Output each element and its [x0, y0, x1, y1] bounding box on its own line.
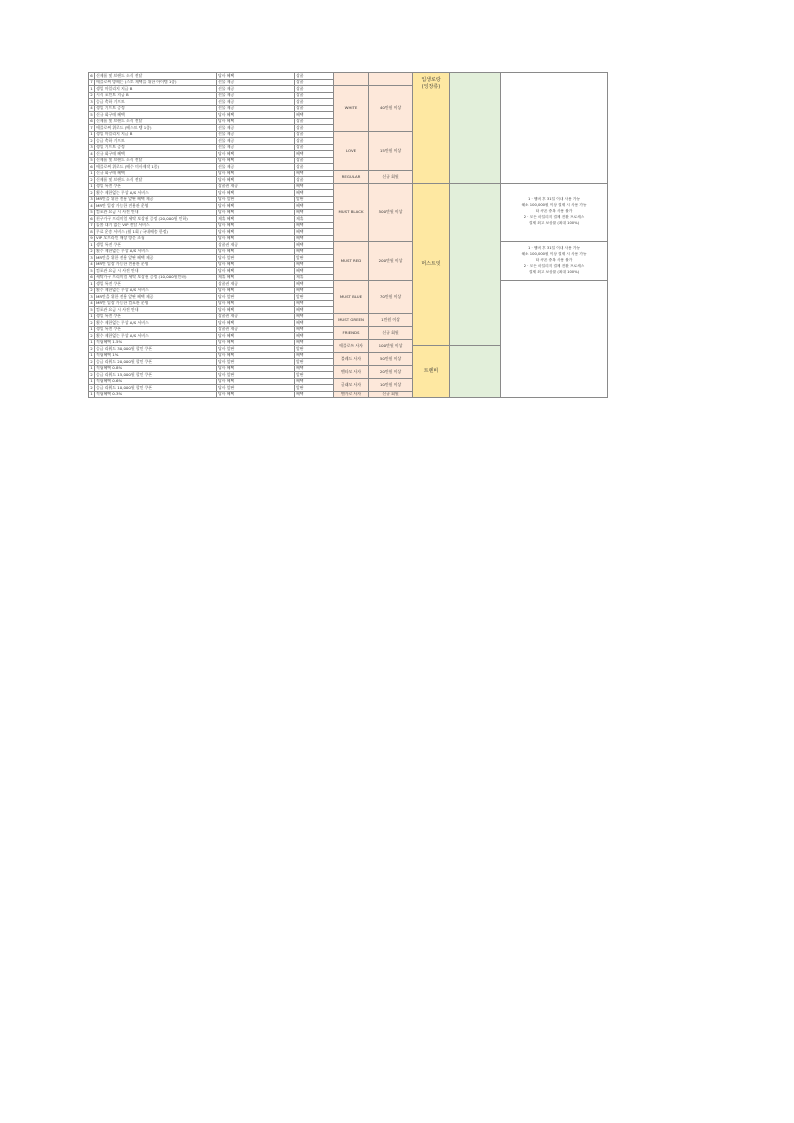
category-cell: 당사 혜택 [217, 352, 295, 359]
type-cell: 혜택 [295, 112, 334, 119]
type-cell: 상품 [295, 92, 334, 99]
row-number-cell: 2 [90, 92, 93, 98]
benefit-cell: 애플로써 방해는 (스토 재택을 위한 아이템 1종) [95, 79, 217, 86]
benefit-cell: 적립혜택 1% [95, 352, 217, 359]
type-cell: 혜택 [295, 339, 334, 346]
benefit-cell: 승급 축하 기프트 [95, 138, 217, 145]
row-number-cell: 1 [90, 365, 93, 371]
row-number-cell: 1 [90, 131, 93, 137]
category-cell: 선물 제공 [217, 138, 295, 145]
category-cell: 당사 앞판 [217, 359, 295, 366]
benefit-cell: 승급 리워드 10,000원 할인 쿠폰 [95, 385, 217, 392]
row-number-cell: 4 [90, 300, 93, 306]
benefit-cell: MR만을 위한 전용 앞판 혜택 제공 [95, 255, 217, 262]
grade-condition-cell: 50만원 이상 [369, 352, 413, 365]
type-cell: 혜택 [295, 190, 334, 197]
type-cell: 혜택 [295, 261, 334, 268]
type-cell: 혜택 [295, 326, 334, 333]
category-cell: 당사 혜택 [217, 177, 295, 184]
row-number-cell: 1 [90, 280, 93, 286]
row-number-cell: 3 [90, 293, 93, 299]
grade-condition-cell: 15만원 이상 [369, 131, 413, 170]
benefit-cell: 생일 특전 쿠폰 [95, 242, 217, 249]
benefits-table [88, 72, 608, 398]
benefit-cell: 횟수 제한없는 무상 A/S 서비스 [95, 248, 217, 255]
type-cell: 상품 [295, 177, 334, 184]
row-number-cell: 4 [90, 202, 93, 208]
benefit-cell: 승급 리워드 20,000원 할인 쿠폰 [95, 359, 217, 366]
type-cell: 상품 [295, 118, 334, 125]
status-fill-cell [450, 346, 501, 398]
type-cell: 혜택 [295, 248, 334, 255]
row-number-cell: 1 [90, 313, 93, 319]
type-cell: 혜택 [295, 313, 334, 320]
benefit-cell: VIP 오프라인 매장 방문 초청 [95, 235, 217, 242]
type-cell: 혜택 [295, 391, 334, 398]
grade-name-cell: 글래모 사자 [334, 378, 369, 391]
benefit-cell: 횟수 제한없는 무상 A/S 서비스 [95, 287, 217, 294]
row-number-cell: 1 [90, 391, 93, 397]
category-cell: 상품권 제공 [217, 313, 295, 320]
benefit-cell: 생일 기프트 증정 [95, 144, 217, 151]
category-cell: 제휴 혜택 [217, 216, 295, 223]
type-cell: 혜택 [295, 333, 334, 340]
type-cell: 혜택 [295, 352, 334, 359]
grade-name-cell: MUST BLACK [334, 183, 369, 242]
row-number-cell: 1 [90, 352, 93, 358]
benefit-cell: MR만 입장 가능한 컴포관 운영 [95, 300, 217, 307]
benefit-cell: MR만 입장 가능한 전용관 운영 [95, 261, 217, 268]
grade-name-cell: 밴가로 사자 [334, 391, 369, 398]
row-number-cell: 6 [90, 72, 93, 78]
category-cell: 선물 제공 [217, 105, 295, 112]
category-cell: 당사 혜택 [217, 300, 295, 307]
benefit-cell: 신제품 및 브랜드 소식 전달 [95, 157, 217, 164]
category-cell: 선물 제공 [217, 125, 295, 132]
type-cell: 혜택 [295, 287, 334, 294]
type-cell: 상품 [295, 125, 334, 132]
row-number-cell: 7 [90, 222, 93, 228]
status-fill-cell [450, 183, 501, 346]
row-number-cell: 2 [90, 384, 93, 390]
category-cell: 선물 제공 [217, 144, 295, 151]
category-cell: 당사 앞판 [217, 385, 295, 392]
note-cell [501, 73, 608, 184]
row-number-cell: 2 [90, 287, 93, 293]
benefit-cell: 신규 회구매 혜택 [95, 170, 217, 177]
type-cell: 제휴 [295, 216, 334, 223]
benefit-cell: 시식 포인트 지급 B [95, 92, 217, 99]
row-number-cell: 3 [90, 144, 93, 150]
category-cell: 당사 혜택 [217, 307, 295, 314]
type-cell: 혜택 [295, 222, 334, 229]
benefit-cell: 횟수 제한없는 무상 A/S 서비스 [95, 320, 217, 327]
row-number-cell: 2 [90, 358, 93, 364]
type-cell: 혜택 [295, 183, 334, 190]
type-cell: 앞판 [295, 255, 334, 262]
benefit-cell: 생일 특전 쿠폰 [95, 313, 217, 320]
row-number-cell: 3 [90, 196, 93, 202]
grade-condition-cell: 40만원 이상 [369, 86, 413, 132]
category-cell: 당사 혜택 [217, 229, 295, 236]
row-number-cell: 6 [90, 274, 93, 280]
type-cell: 앞판 [295, 372, 334, 379]
type-cell: 앞판 [295, 294, 334, 301]
row-number-cell: 1 [90, 183, 93, 189]
category-cell: 당사 혜택 [217, 365, 295, 372]
type-cell: 상품 [295, 138, 334, 145]
category-cell: 당사 앞판 [217, 346, 295, 353]
grade-name-cell: WHITE [334, 86, 369, 132]
type-cell: 혜택 [295, 229, 334, 236]
row-number-cell: 5 [90, 111, 93, 117]
row-number-cell: 5 [90, 157, 93, 163]
grade-name-cell [334, 73, 369, 86]
category-cell: 당사 혜택 [217, 320, 295, 327]
type-cell: 혜택 [295, 281, 334, 288]
type-cell: 앞판 [295, 346, 334, 353]
grade-condition-cell: 200만원 이상 [369, 242, 413, 281]
benefit-cell: 생일 특전 쿠폰 [95, 183, 217, 190]
benefit-cell: MR만을 위한 전용 앞판 혜택 제공 [95, 294, 217, 301]
type-cell: 혜택 [295, 307, 334, 314]
benefit-cell: 신규 회구매 혜택 [95, 112, 217, 119]
row-number-cell: 6 [90, 163, 93, 169]
category-cell: 제휴 혜택 [217, 274, 295, 281]
grade-name-cell: MUST GREEN [334, 313, 369, 326]
type-cell: 상품 [295, 164, 334, 171]
benefit-cell: 승급 리워드 30,000원 할인 쿠폰 [95, 346, 217, 353]
category-cell: 당사 혜택 [217, 112, 295, 119]
category-cell: 당사 혜택 [217, 235, 295, 242]
category-cell: 당사 혜택 [217, 222, 295, 229]
category-cell: 선물 제공 [217, 99, 295, 106]
benefit-cell: 무료 운송 서비스 (월 1회 / 국내배송 한정) [95, 229, 217, 236]
benefit-cell: 컴포관 요금 시 사전 안내 [95, 268, 217, 275]
grade-name-cell: FRIENDS [334, 326, 369, 339]
row-number-cell: 6 [90, 118, 93, 124]
note-cell: 1 · 멤버 후 31일 이내 사용 가능 혜소 100,000원 이상 결제 시 사용 가능 타 쿠폰 중복 사용 불가 2 · 모든 마일리지 결제 전환 프로세스 결제 최고 보상률 (최대 100%) [501, 183, 608, 242]
row-number-cell: 1 [90, 339, 93, 345]
category-cell: 당사 혜택 [217, 170, 295, 177]
benefit-cell: 생일 특전 쿠폰 [95, 326, 217, 333]
category-cell: 상품권 제공 [217, 281, 295, 288]
benefit-cell: 생일 기프트 증정 [95, 105, 217, 112]
benefit-cell: 승급 축하 기프트 [95, 99, 217, 106]
row-number-cell: 2 [90, 137, 93, 143]
type-cell: 상품 [295, 157, 334, 164]
category-cell: 당사 혜택 [217, 287, 295, 294]
row-number-cell: 4 [90, 105, 93, 111]
status-fill-cell [450, 73, 501, 184]
category-cell: 선물 제공 [217, 79, 295, 86]
type-cell: 혜택 [295, 242, 334, 249]
benefit-cell: 신제품 및 브랜드 소식 전달 [95, 177, 217, 184]
category-cell: 상품권 제공 [217, 183, 295, 190]
row-number-cell: 1 [90, 326, 93, 332]
category-cell: 당사 혜택 [217, 378, 295, 385]
type-cell: 혜택 [295, 203, 334, 210]
row-number-cell: 8 [90, 228, 93, 234]
grade-condition-cell: 신규 회원 [369, 391, 413, 398]
type-cell: 상품 [295, 144, 334, 151]
benefit-cell: 컴포관 요금 시 사전 안내 [95, 209, 217, 216]
note-cell [501, 281, 608, 398]
row-number-cell: 2 [90, 371, 93, 377]
row-number-cell: 1 [90, 378, 93, 384]
grade-name-cell: MUST BLUE [334, 281, 369, 314]
benefit-cell: 신규 회구매 혜택 [95, 151, 217, 158]
grade-condition-cell [369, 73, 413, 86]
benefit-cell: 생일 마일리지 지급 B [95, 131, 217, 138]
grade-condition-cell: 70만원 이상 [369, 281, 413, 314]
row-number-cell: 9 [90, 235, 93, 241]
benefit-cell: 적립혜택 0.3% [95, 391, 217, 398]
type-cell: 혜택 [295, 365, 334, 372]
grade-name-cell: 밴타모 사자 [334, 365, 369, 378]
benefit-cell: 친구가구 프리미엄 세탁 보상권 증정 (20,000원 인하) [95, 216, 217, 223]
grade-condition-cell: 1만원 이상 [369, 313, 413, 326]
row-number-cell: 5 [90, 267, 93, 273]
category-cell: 당사 앞판 [217, 372, 295, 379]
benefit-cell: 돌봄 대기 없는 VIP 전담 서비스 [95, 222, 217, 229]
category-cell: 상품권 제공 [217, 242, 295, 249]
benefit-cell: 애플로써 위로드 (배수 미사제작 1종) [95, 164, 217, 171]
category-cell: 선물 제공 [217, 131, 295, 138]
row-number-cell: 1 [90, 241, 93, 247]
category-cell: 당사 혜택 [217, 118, 295, 125]
category-cell: 당사 혜택 [217, 157, 295, 164]
category-cell: 당사 혜택 [217, 248, 295, 255]
grade-condition-cell: 10만원 이상 [369, 378, 413, 391]
brand-group-cell: 머스트잇 [413, 183, 450, 346]
row-number-cell: 4 [90, 150, 93, 156]
benefit-cell: 신제품 및 브랜드 소식 전달 [95, 73, 217, 80]
benefit-cell: 적립혜택 1.5% [95, 339, 217, 346]
grade-condition-cell: 20만원 이상 [369, 365, 413, 378]
benefit-cell: 승급 리워드 15,000원 할인 쿠폰 [95, 372, 217, 379]
row-number-cell: 1 [90, 85, 93, 91]
category-cell: 당사 혜택 [217, 209, 295, 216]
grade-condition-cell: 100만원 이상 [369, 339, 413, 352]
benefit-cell: 세탁가구 프리미엄 세탁 보상권 증정 (10,000원인하) [95, 274, 217, 281]
category-cell: 당사 혜택 [217, 190, 295, 197]
category-cell: 당사 혜택 [217, 333, 295, 340]
category-cell: 당사 앞판 [217, 255, 295, 262]
type-cell: 혜택 [295, 170, 334, 177]
type-cell: 혜택 [295, 268, 334, 275]
type-cell: 혜택 [295, 300, 334, 307]
benefit-cell: 컴포관 요금 시 사전 안내 [95, 307, 217, 314]
type-cell: 상품 [295, 73, 334, 80]
grade-condition-cell: 신규 회원 [369, 326, 413, 339]
category-cell: 당사 혜택 [217, 391, 295, 398]
benefit-cell: MR만을 위한 전용 앞판 혜택 제공 [95, 196, 217, 203]
row-number-cell: 2 [90, 189, 93, 195]
type-cell: 혜택 [295, 151, 334, 158]
brand-group-cell: 입생로랑 (잉장류) [413, 73, 450, 184]
category-cell: 선물 제공 [217, 92, 295, 99]
benefit-cell: 횟수 제한없는 무상 A/S 서비스 [95, 333, 217, 340]
grade-name-cell: 블레드 사자 [334, 352, 369, 365]
row-number-cell: 5 [90, 306, 93, 312]
note-cell: 1 · 멤버 후 31일 이내 사용 가능 혜소 100,000원 이상 결제 시 사용 가능 타 쿠폰 중복 사용 불가 2 · 모든 마일리지 결제 전환 프로세스 결제 최고 보상률 (최대 100%) [501, 242, 608, 281]
row-number-cell: 3 [90, 98, 93, 104]
category-cell: 당사 혜택 [217, 203, 295, 210]
row-number-cell: 2 [90, 332, 93, 338]
row-number-cell: 2 [90, 176, 93, 182]
grade-name-cell: 애플로쓰 사자 [334, 339, 369, 352]
category-cell: 당사 혜택 [217, 268, 295, 275]
type-cell: 상품 [295, 79, 334, 86]
category-cell: 상품권 제공 [217, 326, 295, 333]
row-number-cell: 6 [90, 215, 93, 221]
category-cell: 당사 혜택 [217, 261, 295, 268]
benefit-cell: MR만 입장 가능한 전용관 운영 [95, 203, 217, 210]
type-cell: 혜택 [295, 209, 334, 216]
category-cell: 당사 혜택 [217, 339, 295, 346]
grade-condition-cell: 신규 회원 [369, 170, 413, 183]
row-number-cell: 4 [90, 261, 93, 267]
type-cell: 혜택 [295, 378, 334, 385]
type-cell: 혜택 [295, 320, 334, 327]
row-number-cell: 3 [90, 254, 93, 260]
benefit-cell: 적립혜택 0.8% [95, 365, 217, 372]
benefit-cell: 횟수 제한없는 무상 A/S 서비스 [95, 190, 217, 197]
benefit-cell: 생일 특전 쿠폰 [95, 281, 217, 288]
row-number-cell: 7 [90, 124, 93, 130]
grade-name-cell: LOVE [334, 131, 369, 170]
type-cell: 상품 [295, 105, 334, 112]
category-cell: 당사 혜택 [217, 73, 295, 80]
category-cell: 당사 앞판 [217, 294, 295, 301]
type-cell: 상품 [295, 99, 334, 106]
type-cell: 제휴 [295, 274, 334, 281]
type-cell: 상품 [295, 131, 334, 138]
type-cell: 앞판 [295, 196, 334, 203]
type-cell: 혜택 [295, 235, 334, 242]
benefit-cell: 애플로써 위로드 (베스트 템 1종) [95, 125, 217, 132]
row-number-cell: 5 [90, 209, 93, 215]
row-number-cell: 2 [90, 248, 93, 254]
row-number-cell: 1 [90, 170, 93, 176]
benefit-cell: 생일 마일리지 지급 B [95, 86, 217, 93]
grade-name-cell: MUST RED [334, 242, 369, 281]
category-cell: 당사 앞판 [217, 196, 295, 203]
category-cell: 당사 혜택 [217, 151, 295, 158]
type-cell: 앞판 [295, 385, 334, 392]
row-number-cell: 2 [90, 345, 93, 351]
type-cell: 앞판 [295, 359, 334, 366]
grade-name-cell: REGULAR [334, 170, 369, 183]
benefit-cell: 적립혜택 0.6% [95, 378, 217, 385]
brand-group-cell: 트렌비 [413, 346, 450, 398]
category-cell: 선물 제공 [217, 164, 295, 171]
row-number-cell: 2 [90, 319, 93, 325]
benefit-cell: 신제품 및 브랜드 소식 전달 [95, 118, 217, 125]
category-cell: 선물 제공 [217, 86, 295, 93]
row-number-cell: 7 [90, 79, 93, 85]
type-cell: 상품 [295, 86, 334, 93]
grade-condition-cell: 500만원 이상 [369, 183, 413, 242]
